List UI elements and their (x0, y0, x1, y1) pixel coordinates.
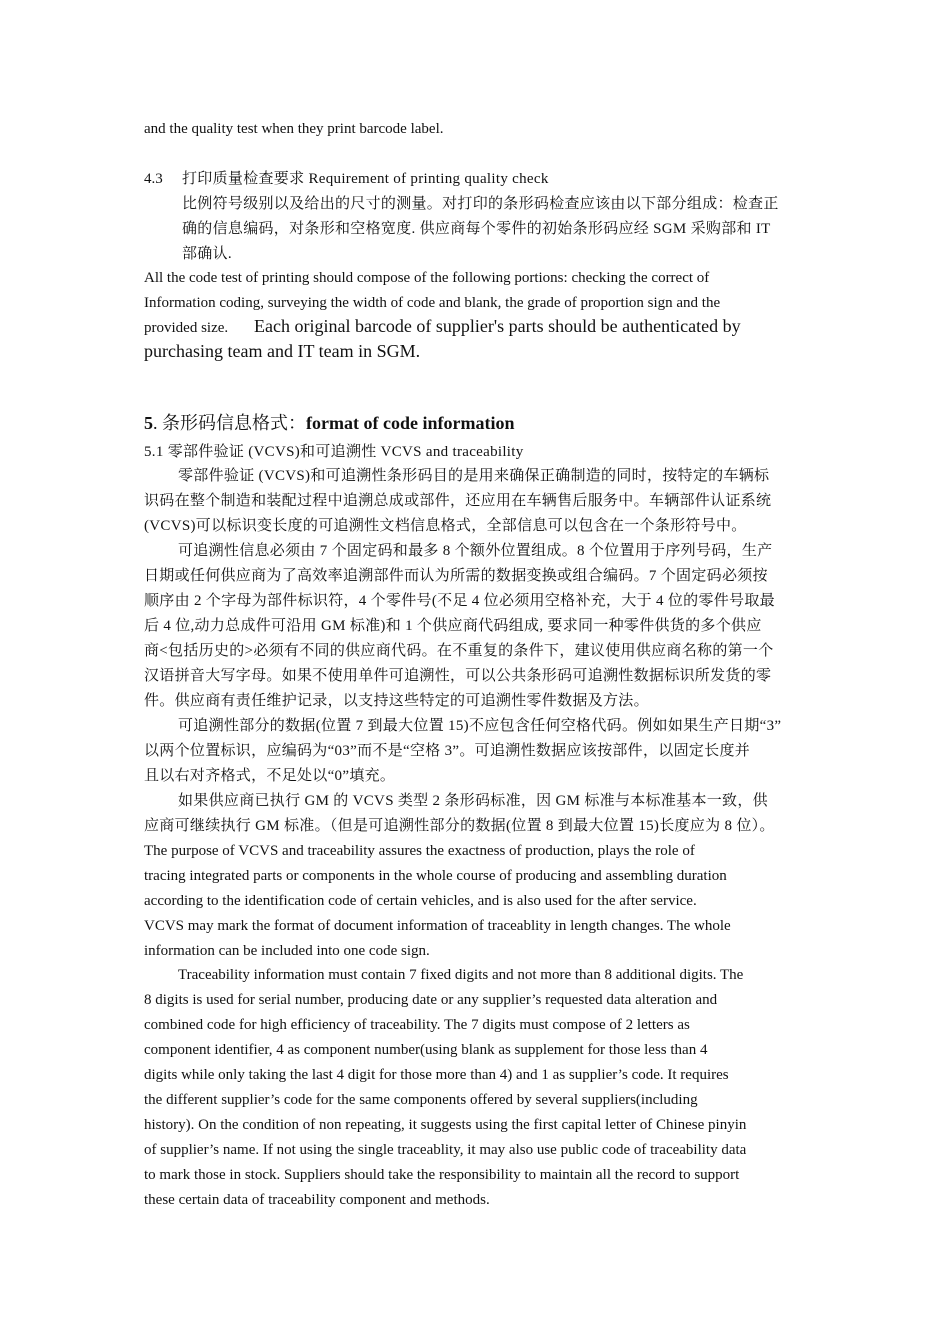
text-line: 商<包括历史的>必须有不同的供应商代码。在不重复的条件下，建议使用供应商名称的第一个 (144, 643, 774, 659)
text-line: of supplier’s name. If not using the single traceablity, it may also use public code of traceability data (144, 1142, 747, 1158)
text-line: VCVS may mark the format of document information of traceablity in length changes. The whole (144, 918, 731, 934)
text-line: according to the identification code of certain vehicles, and is also used for the after service. (144, 893, 697, 909)
text-line: 零部件验证 (VCVS)和可追溯性条形码目的是用来确保正确制造的同时，按特定的车辆标 (178, 468, 770, 484)
text-line: All the code test of printing should compose of the following portions: checking the correct of (144, 270, 710, 286)
text-line: 以两个位置标识，应编码为“03”而不是“空格 3”。可追溯性数据应该按部件，以固定长度并 (144, 743, 751, 759)
text-line: 部确认. (182, 246, 232, 262)
text-line: 可追溯性信息必须由 7 个固定码和最多 8 个额外位置组成。8 个位置用于序列号码，生产 (178, 543, 773, 559)
heading-english: format of code information (306, 413, 515, 433)
text-line: The purpose of VCVS and traceability assures the exactness of production, plays the role of (144, 843, 695, 859)
text-line: to mark those in stock. Suppliers should take the responsibility to maintain all the record to support (144, 1167, 740, 1183)
text-line: history). On the condition of non repeating, it suggests using the first capital letter of Chinese pinyin (144, 1117, 747, 1133)
subsection-heading: 5.1 零部件验证 (VCVS)和可追溯性 VCVS and traceability (144, 444, 524, 460)
text-line: 顺序由 2 个字母为部件标识符，4 个零件号(不足 4 位必须用空格补充，大于 4 位的零件号取最 (144, 593, 775, 609)
text-line: information can be included into one code sign. (144, 943, 430, 959)
text-line: provided size. (144, 320, 229, 336)
text-line: 可追溯性部分的数据(位置 7 到最大位置 15)不应包含任何空格代码。例如如果生产日期“3” (178, 718, 782, 734)
text-line: 后 4 位,动力总成件可沿用 GM 标准)和 1 个供应商代码组成, 要求同一种零件供货的多个供应 (144, 618, 762, 634)
section-heading: 打印质量检查要求 Requirement of printing quality check (182, 171, 549, 187)
text-line: Traceability information must contain 7 fixed digits and not more than 8 additional digits. The (178, 967, 744, 983)
text-line: the different supplier’s code for the same components offered by several suppliers(including (144, 1092, 698, 1108)
text-line: 汉语拼音大写字母。如果不使用单件可追溯性，可以公共条形码可追溯性数据标识所发货的零 (144, 668, 772, 684)
section-heading (144, 413, 514, 433)
text-line: purchasing team and IT team in SGM. (144, 341, 421, 361)
text-line: digits while only taking the last 4 digit for those more than 4) and 1 as supplier’s code. It requires (144, 1067, 729, 1083)
text-line: 且以右对齐格式，不足处以“0”填充。 (144, 768, 396, 784)
text-line: 确的信息编码，对条形和空格宽度. 供应商每个零件的初始条形码应经 SGM 采购部和 IT (182, 221, 771, 237)
text-line: 比例符号级别以及给出的尺寸的测量。对打印的条形码检查应该由以下部分组成：检查正 (182, 196, 779, 212)
text-line: Each original barcode of supplier's parts should be authenticated by (254, 316, 741, 336)
heading-chinese: . 条形码信息格式： (153, 413, 306, 433)
text-line: Information coding, surveying the width of code and blank, the grade of proportion sign and the (144, 295, 721, 311)
text-line: 件。供应商有责任维护记录，以支持这些特定的可追溯性零件数据及方法。 (144, 693, 649, 709)
text-line: 识码在整个制造和装配过程中追溯总成或部件，还应用在车辆售后服务中。车辆部件认证系统 (144, 493, 772, 509)
text-line: these certain data of traceability component and methods. (144, 1192, 490, 1208)
text-line: combined code for high efficiency of traceability. The 7 digits must compose of 2 letters as (144, 1017, 690, 1033)
text-line: 应商可继续执行 GM 标准。（但是可追溯性部分的数据(位置 8 到最大位置 15)长度应为 8 位）。 (144, 818, 775, 834)
text-line: 如果供应商已执行 GM 的 VCVS 类型 2 条形码标准，因 GM 标准与本标准基本一致，供 (178, 793, 768, 809)
text-line: tracing integrated parts or components in the whole course of producing and assembling duration (144, 868, 727, 884)
section-number: 4.3 (144, 171, 163, 187)
text-line: (VCVS)可以标识变长度的可追溯性文档信息格式，全部信息可以包含在一个条形符号中。 (144, 518, 747, 534)
heading-number: 5 (144, 413, 153, 433)
text-line: and the quality test when they print barcode label. (144, 121, 444, 137)
text-line: 8 digits is used for serial number, producing date or any supplier’s requested data alteration and (144, 992, 718, 1008)
text-line: component identifier, 4 as component number(using blank as supplement for those less than 4 (144, 1042, 708, 1058)
text-line: 日期或任何供应商为了高效率追溯部件而认为所需的数据变换或组合编码。7 个固定码必须按 (144, 568, 768, 584)
